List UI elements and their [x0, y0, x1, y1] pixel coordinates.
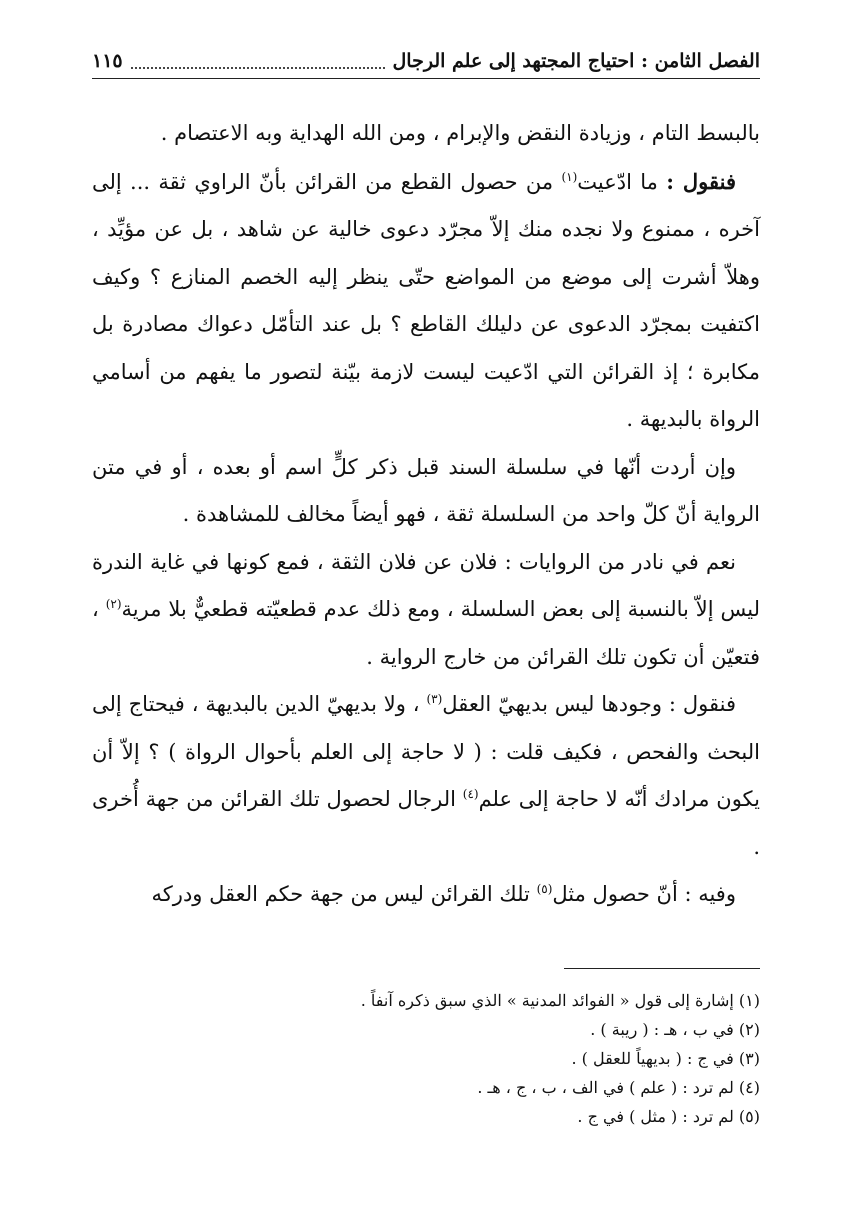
footnote-ref-5: (٥) [536, 882, 553, 896]
header-dot-leader [131, 53, 385, 69]
paragraph-2 [92, 158, 760, 444]
paragraph-3: وإن أردت أنّها في سلسلة السند قبل ذكر كلٍّ اسم أو بعده ، أو في متن الرواية أنّ كلّ واحد من السلسلة ثقة ، فهو أيضاً مخالف للمشاهدة . [92, 454, 760, 526]
footnote-4: (٤) لم ترد : ( علم ) في الف ، ب ، ج ، هـ . [477, 1078, 760, 1097]
paragraph-6-text-a: وفيه : أنّ حصول مثل [552, 882, 736, 906]
footnote-2: (٢) في ب ، هـ : ( ريبة ) . [590, 1020, 760, 1039]
footnote-ref-3: (٣) [426, 692, 443, 706]
header-title: الفصل الثامن : احتياج المجتهد إلى علم الرجال [392, 50, 760, 72]
paragraph-2-lead: فنقول : [666, 168, 737, 194]
footnote-ref-2: (٢) [105, 597, 122, 611]
paragraph-4 [92, 539, 760, 682]
paragraph-1: بالبسط التام ، وزيادة النقض والإبرام ، ومن الله الهداية وبه الاعتصام . [160, 121, 760, 145]
paragraph-2-text-a: ما ادّعيت [577, 169, 667, 194]
footnotes [92, 986, 760, 1131]
paragraph-5-text-c: الرجال لحصول تلك القرائن من جهة أُخرى . [92, 787, 760, 859]
paragraph-4-text-a: نعم في نادر من الروايات : فلان عن فلان الثقة ، فمع كونها في غاية الندرة ليس إلاّ بالنسبة إلى بعض السلسلة ، ومع ذلك عدم قطعيّته قطعيٌّ بلا مرية [92, 549, 761, 621]
paragraph-6-text-b: تلك القرائن ليس من جهة حكم العقل ودركه [151, 882, 537, 906]
footnote-3: (٣) في ج : ( بديهياً للعقل ) . [571, 1049, 760, 1068]
paragraph-5-text-a: فنقول : وجودها ليس بديهيّ العقل [442, 692, 736, 716]
footnote-ref-1: (١) [561, 169, 578, 184]
page-number: ١١٥ [92, 50, 123, 72]
running-header [92, 44, 760, 79]
paragraph-2-text-b: من حصول القطع من القرائن بأنّ الراوي ثقة ... إلى آخره ، ممنوع ولا نجده منك إلاّ مجرّد دعوى خالية عن شاهد ، بل عن مؤيِّد ، وهلاّ أشرت إلى موضع من المواضع حتّى ينظر إليه الخصم المنازع ؟ وكيف اكتفيت بمجرّد الدعوى عن دليلك القاطع ؟ بل عند التأمّل دعواك مصادرة بل مكابرة ؛ إذ القرائن التي ادّعيت ليست لازمة بيّنة لتصور ما يفهم من أسامي الرواة بالبديهة . [92, 169, 760, 431]
main-text [92, 110, 760, 919]
footnote-separator [564, 968, 760, 969]
paragraph-6 [92, 871, 760, 919]
footnote-ref-4: (٤) [462, 787, 479, 801]
paragraph-5-text-b: ، ولا بديهيّ الدين بالبديهة ، فيحتاج إلى البحث والفحص ، فكيف قلت : ( لا حاجة إلى العلم بأحوال الرواة ) ؟ إلاّ أن يكون مرادك أنّه لا حاجة إلى علم [92, 692, 760, 811]
footnote-5: (٥) لم ترد : ( مثل ) في ج . [577, 1107, 760, 1126]
paragraph-4-text-b: ، فتعيّن أن تكون تلك القرائن من خارج الرواية . [92, 597, 760, 669]
footnote-1: (١) إشارة إلى قول « الفوائد المدنية » الذي سبق ذكره آنفاً . [360, 991, 760, 1010]
paragraph-5 [92, 681, 760, 871]
